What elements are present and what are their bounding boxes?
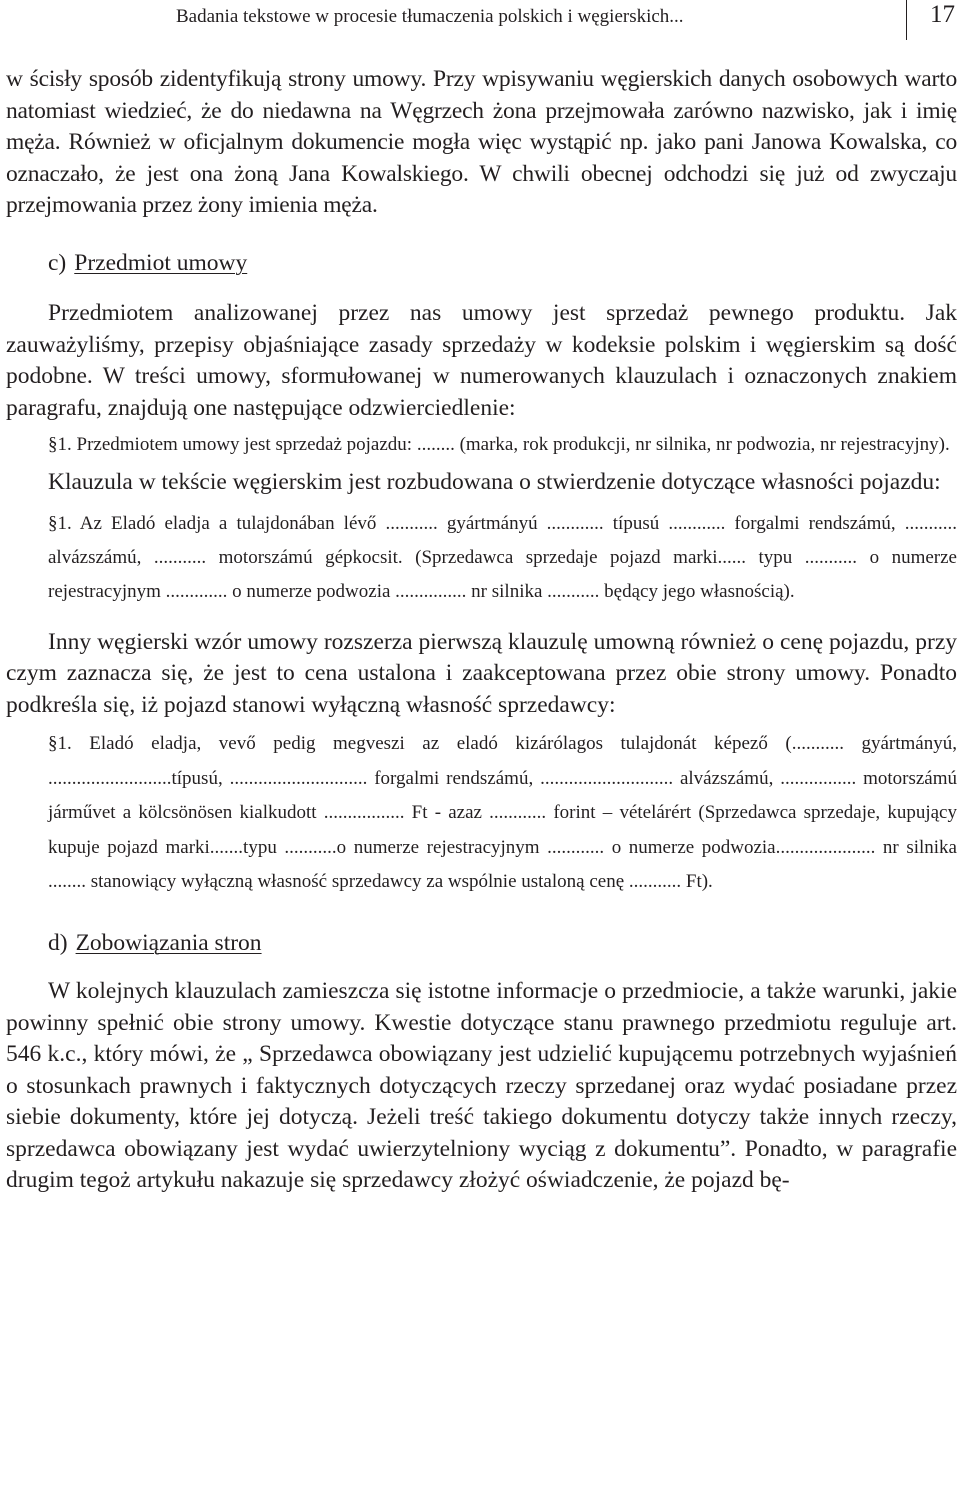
section-label: d) [48, 929, 68, 956]
paragraph-price-clause: Inny węgierski wzór umowy rozszerza pierwszą klauzulę umowną również o cenę pojazdu, przy czym zaznacza się, że jest to cena ustalona i zaakceptowana przez obie strony umowy. Ponadto podkreśla się, iż pojazd stanowi wyłączną własność sprzedawcy: [6, 628, 957, 718]
clause-hungarian-ownership: §1. Az Eladó eladja a tulajdonában lévő ........... gyártmányú ............ típusú ............ forgalmi rendszámú, ........... alvázszámú, ........... motorszámú gépkocsit. (Sprzedawca sprzedaje pojazd marki...... typu ........... o numerze rejestracyjnym ............. o numerze podwozia ............... nr silnika ........... będący jego własnością). [48, 512, 957, 602]
paragraph-obligations: W kolejnych klauzulach zamieszcza się istotne informacje o przedmiocie, a także warunki, jakie powinny spełnić obie strony umowy. Kwestie dotyczące stanu prawnego przedmiotu reguluje art. 546 k.c., który mówi, że „ Sprzedawca obowiązany jest udzielić kupującemu potrzebnych wyjaśnień o stosunkach prawnych i faktycznych dotyczących rzeczy sprzedanej oraz wydać posiadane przez siebie dokumenty, które jej dotyczą. Jeżeli treść takiego dokumentu dotyczy także innych rzeczy, sprzedawca obowiązany jest wydać uwierzytelniony wyciąg z dokumentu”. Ponadto, w paragrafie drugim tegoż artykułu nakazuje się sprzedawcy złożyć oświadczenie, że pojazd bę- [6, 978, 957, 1193]
page-body [6, 64, 957, 1197]
section-label: c) [48, 249, 67, 276]
section-title: Zobowiązania stron [75, 929, 262, 956]
section-title: Przedmiot umowy [74, 249, 248, 276]
running-title: Badania tekstowe w procesie tłumaczenia polskich i węgierskich... [176, 6, 684, 27]
header-divider [906, 0, 907, 40]
running-header [0, 0, 960, 40]
paragraph-hungarian-extension: Klauzula w tekście węgierskim jest rozbudowana o stwierdzenie dotyczące własności pojazdu: [48, 469, 941, 495]
page-number: 17 [930, 1, 955, 28]
section-heading-d [48, 928, 957, 960]
clause-polish: §1. Przedmiotem umowy jest sprzedaż pojazdu: ........ (marka, rok produkcji, nr silnika, nr podwozia, nr rejestracyjny). [48, 434, 950, 455]
clause-hungarian-price: §1. Eladó eladja, vevő pedig megveszi az eladó kizárólagos tulajdonát képező (........... gyártmányú, ..........................típusú, ............................. forgalmi rendszámú, ............................ alvázszámú, ................ motorszámú járművet a kölcsönösen kialkudott ................. Ft - azaz ............ forint – vételárért (Sprzedawca sprzedaje, kupujący kupuje pojazd marki.......typu ...........o numerze rejestracyjnym ............ o numerze podwozia..................... nr silnika ........ stanowiący wyłączną własność sprzedawcy za wspólnie ustaloną cenę ........... Ft). [48, 733, 957, 892]
section-heading-c [48, 248, 957, 280]
paragraph-subject: Przedmiotem analizowanej przez nas umowy jest sprzedaż pewnego produktu. Jak zauważyliśmy, przepisy objaśniające zasady sprzedaży w kodeksie polskim i węgierskim są dość podobne. W treści umowy, sformułowanej w numerowanych klauzulach i oznaczonych znakiem paragrafu, znajdują one następujące odzwierciedlenie: [6, 300, 957, 421]
paragraph-personal-data: w ścisły sposób zidentyfikują strony umowy. Przy wpisywaniu węgierskich danych osobowych warto natomiast wiedzieć, że do niedawna na Węgrzech żona przejmowała zarówno nazwisko, jak i imię męża. Również w oficjalnym dokumencie mogła więc wystąpić np. jako pani Janowa Kowalska, co oznaczało, że jest ona żoną Jana Kowalskiego. W chwili obecnej odchodzi się już od zwyczaju przejmowania przez żony imienia męża. [6, 66, 957, 218]
